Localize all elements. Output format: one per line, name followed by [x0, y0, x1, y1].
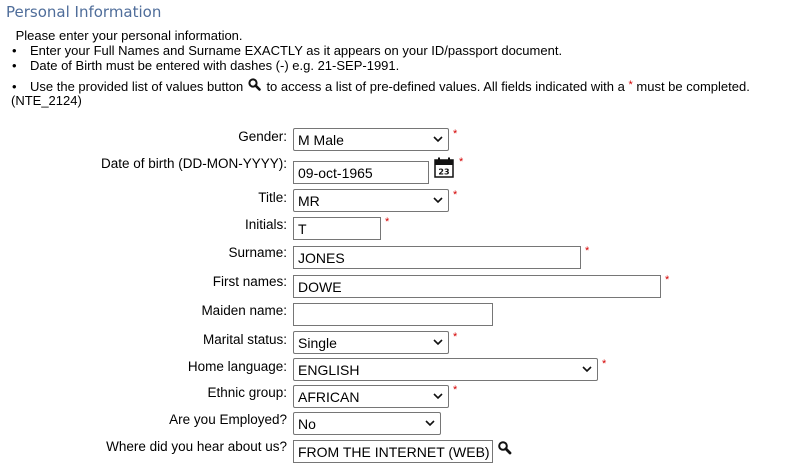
chevron-down-icon [432, 190, 444, 211]
message-code: (NTE_2124) [11, 93, 82, 108]
dob-input[interactable] [293, 161, 429, 184]
home-language-value: ENGLISH [298, 362, 360, 378]
initials-label: Initials: [244, 217, 287, 232]
title-label: Title: [258, 190, 287, 205]
list-of-values-button[interactable] [497, 440, 513, 456]
instruction-bullet [12, 78, 750, 93]
ethnic-group-select[interactable] [293, 385, 449, 408]
intro-text: Please enter your personal information. [15, 28, 243, 43]
instruction-text: to access a list of pre-defined values. All fields indicated with a [266, 79, 625, 94]
calendar-day: 23 [438, 167, 450, 177]
instruction-text: Enter your Full Names and Surname EXACTLY as it appears on your ID/passport document. [30, 43, 563, 58]
magnifier-icon [247, 78, 263, 92]
required-star: * [453, 189, 458, 201]
home-language-label: Home language: [187, 359, 287, 374]
maiden-name-value [298, 304, 488, 305]
calendar-button[interactable] [434, 157, 454, 179]
employed-select[interactable] [293, 412, 441, 435]
bullet-mark: • [12, 58, 17, 73]
magnifier-icon [497, 440, 513, 456]
required-star: * [453, 331, 458, 343]
chevron-down-icon [581, 359, 593, 380]
instruction-text: Use the provided list of values button [30, 79, 244, 94]
required-star: * [385, 216, 390, 228]
gender-value: M Male [298, 132, 344, 148]
employed-value: No [298, 416, 316, 432]
required-star: * [665, 274, 670, 286]
instruction-text: must be completed. [636, 79, 750, 94]
surname-label: Surname: [228, 245, 287, 260]
bullet-mark: • [12, 43, 17, 58]
initials-value: T [298, 221, 307, 237]
first-names-input[interactable] [293, 275, 661, 298]
required-star: * [585, 245, 590, 257]
heard-about-value: FROM THE INTERNET (WEB) [298, 444, 490, 460]
chevron-down-icon [432, 386, 444, 407]
marital-status-select[interactable] [293, 331, 449, 354]
marital-status-value: Single [298, 335, 337, 351]
home-language-select[interactable] [293, 358, 598, 381]
instruction-bullet [12, 58, 750, 73]
employed-label: Are you Employed? [169, 412, 287, 427]
surname-input[interactable] [293, 246, 581, 269]
instruction-text: Date of Birth must be entered with dashes (-) e.g. 21-SEP-1991. [30, 58, 400, 73]
chevron-down-icon [424, 413, 436, 434]
chevron-down-icon [432, 129, 444, 150]
gender-label: Gender: [238, 129, 287, 144]
required-star: * [602, 358, 607, 370]
maiden-name-input[interactable] [293, 303, 493, 326]
ethnic-group-value: AFRICAN [298, 389, 360, 405]
title-select[interactable] [293, 189, 449, 212]
surname-value: JONES [298, 250, 345, 266]
title-value: MR [298, 193, 320, 209]
intro-line [12, 28, 750, 43]
maiden-name-label: Maiden name: [201, 303, 287, 318]
instruction-bullet [12, 43, 750, 58]
gender-select[interactable] [293, 128, 449, 151]
required-star: * [459, 156, 464, 168]
bullet-mark: • [12, 79, 17, 94]
dob-label: Date of birth (DD-MON-YYYY): [100, 156, 287, 171]
required-star: * [453, 384, 458, 396]
initials-input[interactable] [293, 217, 381, 240]
first-names-value: DOWE [298, 279, 342, 295]
heard-about-label: Where did you hear about us? [106, 439, 287, 454]
section-title: Personal Information [6, 3, 162, 21]
heard-about-input[interactable] [293, 440, 493, 463]
dob-value: 09-oct-1965 [298, 165, 373, 181]
required-star: * [628, 79, 633, 91]
calendar-icon [434, 157, 454, 179]
marital-status-label: Marital status: [202, 332, 287, 347]
chevron-down-icon [432, 332, 444, 353]
required-star: * [453, 128, 458, 140]
first-names-label: First names: [212, 274, 287, 289]
ethnic-group-label: Ethnic group: [207, 385, 287, 400]
instructions [12, 28, 750, 108]
